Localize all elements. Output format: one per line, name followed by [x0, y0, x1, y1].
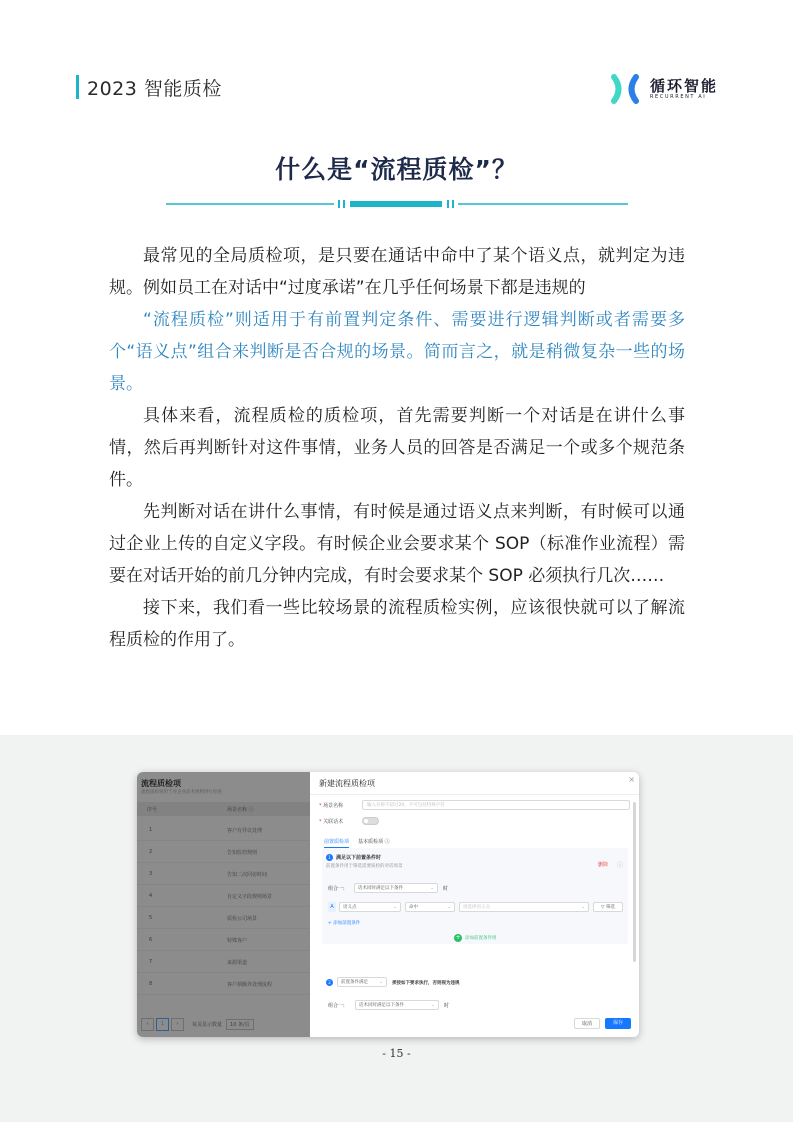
step-2-select-value: 前置条件满足	[341, 980, 368, 985]
prev-page-button[interactable]: ‹	[141, 1018, 154, 1031]
paragraph-5: 接下来，我们看一些比较场景的流程质检实例，应该很快就可以了解流程质检的作用了。	[109, 598, 685, 650]
combo-2-value: 话术同时满足以下条件	[359, 1003, 404, 1008]
current-page-button[interactable]: 1	[156, 1018, 169, 1031]
condition-match-value: 命中	[409, 905, 418, 910]
body-text	[109, 240, 685, 656]
tab-pre-check[interactable]: 前置质检项	[324, 838, 349, 848]
chevron-down-icon: ⌄	[447, 905, 451, 910]
process-list-panel	[137, 772, 310, 1037]
row-name: 质检公司场景	[227, 916, 258, 922]
related-switch-toggle[interactable]	[362, 817, 379, 825]
header-accent-bar	[76, 75, 79, 99]
paragraph-3: 具体来看，流程质检的质检项，首先需要判断一个对话是在讲什么事情，然后再判断针对这件事情，业务人员的回答是否满足一个或多个规范条件。	[109, 406, 685, 490]
title-divider	[166, 198, 628, 210]
tab-basic-check[interactable]: 基本质检项 ⓘ	[358, 839, 390, 845]
new-process-dialog	[310, 772, 639, 1037]
page-header	[76, 74, 222, 100]
col-name-header: 场景名称 ⓘ	[227, 807, 254, 813]
row-index: 6	[149, 937, 153, 943]
list-header	[137, 802, 310, 816]
next-page-button[interactable]: ›	[171, 1018, 184, 1031]
row-index: 8	[149, 981, 153, 987]
company-logo	[610, 72, 718, 106]
row-index: 1	[149, 827, 153, 833]
condition-tag: A	[328, 902, 336, 912]
list-title: 流程质检项	[141, 779, 181, 788]
pagination	[141, 1017, 254, 1031]
row-name: 自定义字段规则场景	[227, 894, 273, 900]
table-row[interactable]	[137, 908, 310, 929]
table-row[interactable]	[137, 952, 310, 973]
table-row[interactable]	[137, 930, 310, 951]
combo-2-select[interactable]	[355, 1000, 439, 1010]
list-subtitle: 流程质检项用于对企业话术规则进行检查	[141, 790, 222, 795]
paragraph-2-highlight: “流程质检”则适用于有前置判定条件、需要进行逻辑判断或者需要多个“语义点”组合来判断是否合规的场景。简而言之，就是稍微复杂一些的场景。	[109, 310, 685, 394]
dialog-scrollbar[interactable]	[633, 802, 636, 962]
row-name: 告知二次回访时间	[227, 872, 268, 878]
chevron-down-icon: ⌄	[431, 1003, 435, 1008]
filter-label: 筛选	[605, 905, 615, 910]
page-number: - 15 -	[382, 1047, 411, 1060]
step-1-badge: 1	[326, 854, 333, 861]
add-group-icon[interactable]: +	[455, 934, 461, 941]
combo-1-suffix: 时	[443, 886, 449, 892]
step-1-desc: 前置条件用于筛选需要质检的对话场景	[326, 864, 403, 869]
combo-2-label: 组合一:	[328, 1003, 345, 1009]
switch-label: * 关联话术	[319, 819, 344, 825]
save-button[interactable]: 保存	[605, 1018, 631, 1029]
semantic-point-select[interactable]	[459, 902, 589, 912]
filter-icon: ▽	[601, 905, 606, 910]
dialog-divider	[310, 794, 639, 795]
combo-1-label: 组合一:	[328, 886, 345, 892]
step-2-badge: 2	[326, 979, 333, 986]
paragraph-1: 最常见的全局质检项，是只要在通话中命中了某个语义点，就判定为违规。例如员工在对话中“过度承诺”在几乎任何场景下都是违规的	[109, 246, 685, 298]
chevron-down-icon: ⌄	[393, 905, 397, 910]
col-index-header: 序号	[147, 807, 158, 813]
info-icon: ⓘ	[617, 862, 624, 869]
row-name: 客户有异议处理	[227, 828, 263, 834]
row-name: 来源渠道	[227, 960, 248, 966]
section-title: 什么是“流程质检”？	[275, 155, 518, 184]
delete-button[interactable]: 删除	[598, 862, 609, 868]
table-row[interactable]	[137, 974, 310, 995]
row-name: 客户须额外处理流程	[227, 982, 273, 988]
condition-type-value: 语义点	[343, 905, 357, 910]
scene-name-label-text: 场景名称	[323, 803, 344, 809]
filter-button[interactable]	[593, 902, 623, 912]
condition-match-select[interactable]	[405, 902, 455, 912]
chevron-down-icon: ⌄	[379, 980, 383, 985]
table-row[interactable]	[137, 842, 310, 863]
logo-chinese-name: 循环智能	[649, 76, 718, 95]
header-title: 2023 智能质检	[87, 77, 222, 100]
row-name: 告知监控规则	[227, 850, 258, 856]
page-size-select[interactable]: 10 条/页	[226, 1019, 254, 1030]
combo-2-suffix: 时	[444, 1003, 450, 1009]
row-index: 5	[149, 915, 153, 921]
dialog-title: 新建流程质检项	[319, 779, 375, 788]
step-2-text: 须按如下要求执行，否则视为违规	[392, 981, 460, 986]
add-group-link[interactable]: 添加前置条件组	[465, 936, 497, 941]
paragraph-4: 先判断对话在讲什么事情，有时候是通过语义点来判断，有时候可以通过企业上传的自定义字段。有时候企业会要求某个 SOP（标准作业流程）需要在对话开始的前几分钟内完成，有时会要求某个 SOP 必须执行几次……	[109, 502, 685, 586]
combo-1-select[interactable]	[354, 883, 438, 893]
pre-condition-box	[322, 848, 628, 944]
semantic-point-placeholder: 请选择语义点	[463, 905, 490, 910]
row-name: 特殊客户	[227, 938, 248, 944]
chevron-down-icon: ⌄	[430, 886, 434, 891]
table-row[interactable]	[137, 864, 310, 885]
step-2-select[interactable]	[337, 977, 387, 987]
combo-1-value: 话术同时满足以下条件	[358, 886, 403, 891]
row-index: 4	[149, 893, 153, 899]
logo-english-name: RECURRENT AI	[649, 93, 707, 100]
condition-type-select[interactable]	[339, 902, 401, 912]
product-screenshot	[137, 772, 639, 1037]
table-row[interactable]	[137, 886, 310, 907]
add-condition-link[interactable]: + 添加前置条件	[328, 921, 361, 926]
scene-name-input[interactable]: 输入名称不超过20，不可包括特殊字符	[362, 800, 630, 810]
row-index: 7	[149, 959, 153, 965]
cancel-button[interactable]: 取消	[574, 1018, 600, 1029]
logo-mark-icon	[610, 72, 644, 106]
chevron-down-icon: ⌄	[581, 905, 585, 910]
table-row[interactable]	[137, 820, 310, 841]
close-icon[interactable]: ×	[628, 775, 635, 784]
switch-label-text: 关联话术	[323, 819, 344, 825]
row-index: 3	[149, 871, 153, 877]
row-index: 2	[149, 849, 153, 855]
scene-name-label: * 场景名称	[319, 803, 344, 809]
step-1-title: 满足以下前置条件时	[336, 855, 382, 861]
page-size-label: 每页显示数量	[192, 1021, 223, 1028]
